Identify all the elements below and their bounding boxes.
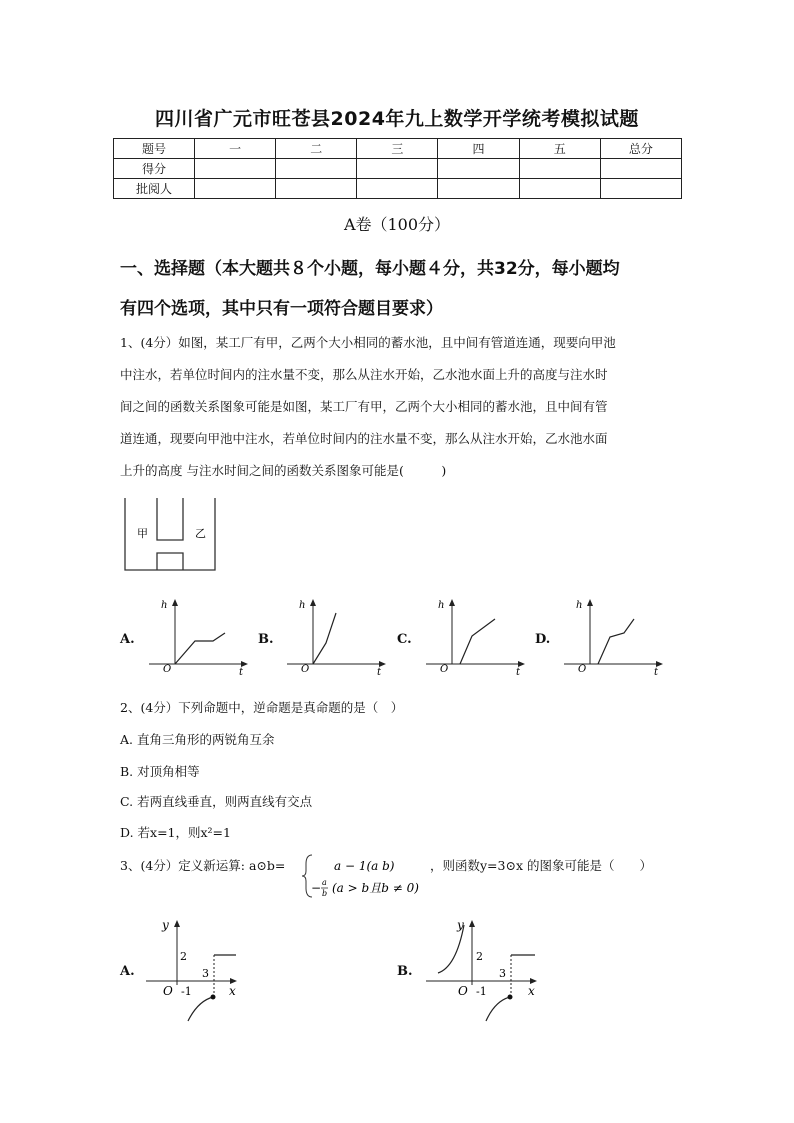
q1-line: 间之间的函数关系图象可能是如图，某工厂有甲，乙两个大小相同的蓄水池，且中间有管 <box>120 399 608 414</box>
axis-label-t: t <box>516 667 521 678</box>
graph-lower-curve <box>188 997 213 1021</box>
table-cell: 四 <box>438 139 519 159</box>
origin-label: O <box>440 664 449 675</box>
tank-inner-wall-top <box>157 498 183 540</box>
question-3-stem-prefix: 3、(4分）定义新运算: a⊙b= <box>120 858 286 873</box>
axis-label-h: h <box>299 600 306 611</box>
graph-curve <box>598 619 634 664</box>
y-arrow <box>174 920 180 927</box>
q2-option-b: B. 对顶角相等 <box>120 764 200 779</box>
q2-option-a: A. 直角三角形的两锐角互余 <box>120 732 275 747</box>
tick-label-minus-1: -1 <box>476 985 487 998</box>
graph-curve <box>460 619 495 664</box>
axis-label-h: h <box>438 600 445 611</box>
question-3-stem-suffix: ，则函数y=3⊙x 的图象可能是（ ） <box>430 858 652 873</box>
q1-line: 1、(4分）如图，某工厂有甲，乙两个大小相同的蓄水池，且中间有管道连通，现要向甲池 <box>120 335 616 350</box>
score-table-header-row <box>114 139 682 159</box>
axis-label-y: y <box>162 918 169 932</box>
table-cell <box>519 159 600 179</box>
table-cell <box>357 179 438 199</box>
origin-label: O <box>301 664 310 675</box>
table-row <box>114 179 682 199</box>
y-arrow <box>172 599 178 606</box>
graph-left-curve <box>438 925 464 973</box>
q3-option-a-label: A. <box>120 964 135 979</box>
q3-graph-b <box>420 915 545 1025</box>
axis-label-t: t <box>239 667 244 678</box>
y-arrow <box>310 599 316 606</box>
table-cell <box>600 159 681 179</box>
q2-option-c: C. 若两直线垂直，则两直线有交点 <box>120 794 313 809</box>
graph-lower-curve <box>486 997 510 1021</box>
table-cell <box>438 179 519 199</box>
q1-graph-d <box>560 596 665 678</box>
y-arrow <box>449 599 455 606</box>
solid-point <box>508 995 513 1000</box>
piece-case-2-sign: − <box>311 881 322 895</box>
question-2-stem: 2、(4分）下列命题中，逆命题是真命题的是（ ） <box>120 700 404 715</box>
graph-curve <box>175 633 225 664</box>
part1-heading-line2: 有四个选项，其中只有一项符合题目要求） <box>120 299 443 319</box>
q1-graph-c <box>422 596 527 678</box>
axis-label-h: h <box>161 600 168 611</box>
tank-diagram <box>115 493 225 575</box>
table-cell: 二 <box>276 139 357 159</box>
q1-option-d-label: D. <box>535 632 551 647</box>
axis-label-y: y <box>457 918 464 932</box>
table-cell: 得分 <box>114 159 195 179</box>
piece-case-1: a − 1(a b) <box>334 859 395 873</box>
tank-label-jia: 甲 <box>137 527 148 540</box>
solid-point <box>211 995 216 1000</box>
y-arrow <box>587 599 593 606</box>
table-row <box>114 159 682 179</box>
q1-line: 上升的高度 与注水时间之间的函数关系图象可能是( ) <box>120 463 447 478</box>
graph-curve <box>313 613 336 664</box>
q1-line: 中注水，若单位时间内的注水量不变，那么从注水开始，乙水池水面上升的高度与注水时 <box>120 367 608 382</box>
q1-option-a-label: A. <box>120 632 135 647</box>
piece-frac-num: a <box>322 878 327 887</box>
piece-case-2-condition: (a > b且b ≠ 0) <box>332 881 419 895</box>
origin-label: O <box>578 664 587 675</box>
axis-label-x: x <box>229 984 236 998</box>
q2-option-d: D. 若x=1，则x²=1 <box>120 825 231 840</box>
q1-line: 道连通，现要向甲池中注水，若单位时间内的注水量不变，那么从注水开始，乙水池水面 <box>120 431 608 446</box>
table-cell: 总分 <box>600 139 681 159</box>
q1-option-b-label: B. <box>258 632 274 647</box>
y-arrow <box>469 920 475 927</box>
table-cell: 三 <box>357 139 438 159</box>
table-cell <box>519 179 600 199</box>
exam-title: 四川省广元市旺苍县2024年九上数学开学统考模拟试题 <box>155 108 639 130</box>
tank-label-yi: 乙 <box>195 527 206 540</box>
q1-option-c-label: C. <box>397 632 412 647</box>
table-cell <box>195 159 276 179</box>
score-table <box>113 138 682 199</box>
table-cell: 题号 <box>114 139 195 159</box>
tick-label-3: 3 <box>202 967 209 980</box>
tick-label-2: 2 <box>180 950 187 963</box>
q1-graph-a <box>145 596 250 678</box>
q1-graph-b <box>283 596 388 678</box>
axis-label-h: h <box>576 600 583 611</box>
table-cell: 一 <box>195 139 276 159</box>
axis-label-x: x <box>528 984 535 998</box>
tick-label-2: 2 <box>476 950 483 963</box>
table-cell: 批阅人 <box>114 179 195 199</box>
table-cell <box>195 179 276 199</box>
part1-heading-line1: 一、选择题（本大题共８个小题，每小题４分，共32分，每小题均 <box>120 259 620 279</box>
question-1-stem <box>120 327 680 487</box>
tick-label-3: 3 <box>499 967 506 980</box>
table-cell <box>276 179 357 199</box>
q3-graph-a <box>140 915 250 1025</box>
origin-label: O <box>163 664 172 675</box>
piecewise-definition <box>302 852 437 900</box>
section-a-heading: A卷（100分） <box>343 215 451 234</box>
origin-label: O <box>458 984 468 998</box>
origin-label: O <box>163 984 173 998</box>
table-cell: 五 <box>519 139 600 159</box>
table-cell <box>276 159 357 179</box>
axis-label-t: t <box>377 667 382 678</box>
table-cell <box>600 179 681 199</box>
piece-frac-den: b <box>322 889 328 898</box>
tank-inner-wall-bottom <box>157 553 183 570</box>
axis-label-t: t <box>654 667 659 678</box>
q3-option-b-label: B. <box>397 964 413 979</box>
tick-label-minus-1: -1 <box>181 985 192 998</box>
table-cell <box>438 159 519 179</box>
table-cell <box>357 159 438 179</box>
